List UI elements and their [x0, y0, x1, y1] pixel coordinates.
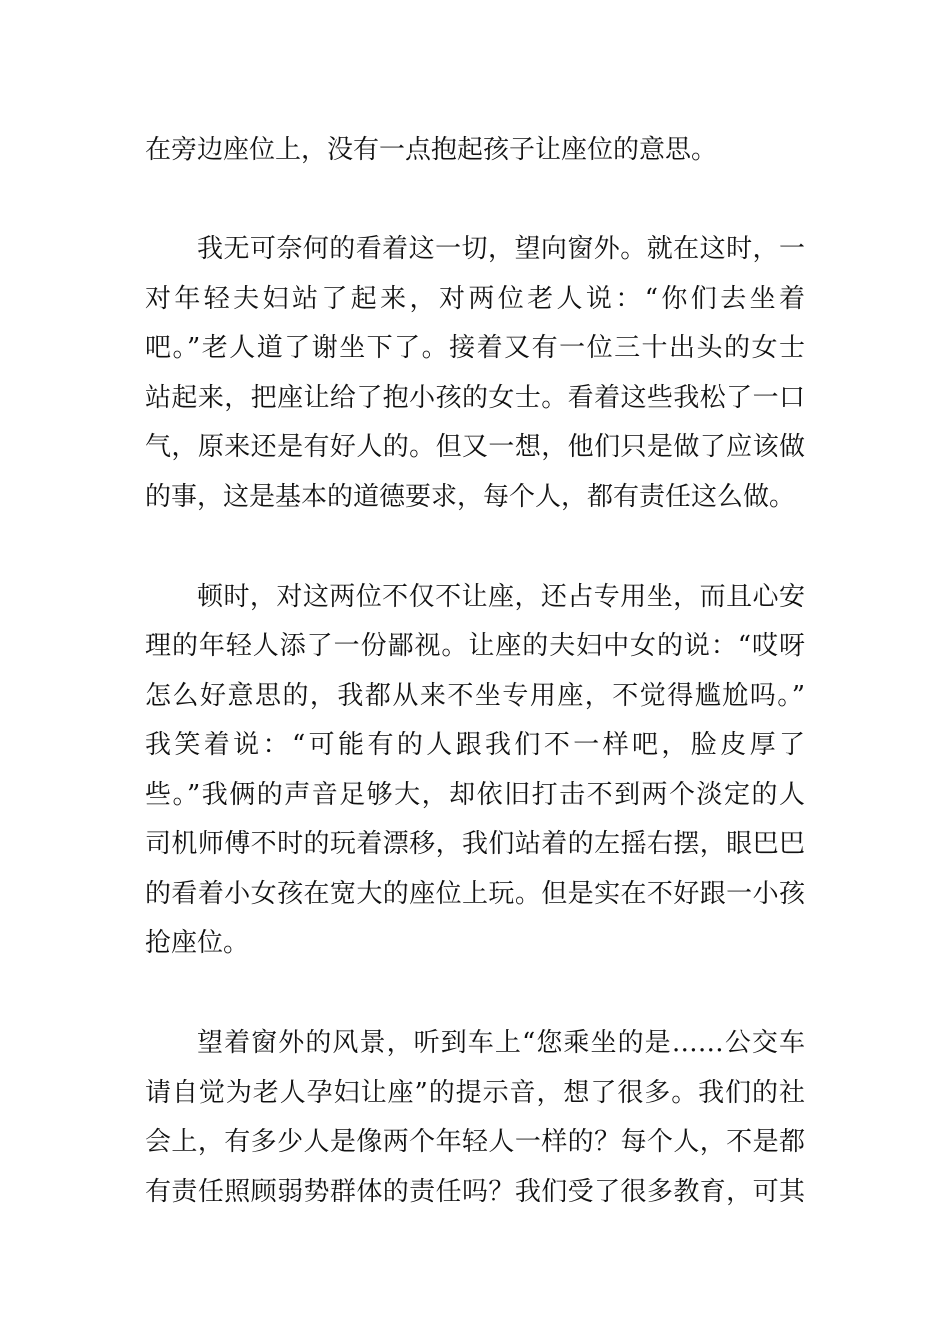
paragraph-2-line-5: 气，原来还是有好人的。但又一想，他们只是做了应该做: [145, 432, 805, 462]
paragraph-3-line-3: 怎么好意思的，我都从来不坐专用座，不觉得尴尬吗。”: [145, 681, 805, 711]
paragraph-3-line-1: 顿时，对这两位不仅不让座，还占专用坐，而且心安: [197, 582, 805, 612]
paragraph-2-line-1: 我无可奈何的看着这一切，望向窗外。就在这时，一: [197, 234, 805, 264]
paragraph-3-line-5: 些。”我俩的声音足够大，却依旧打击不到两个淡定的人: [145, 780, 805, 810]
paragraph-2-line-6: 的事，这是基本的道德要求，每个人，都有责任这么做。: [145, 482, 796, 512]
paragraph-2-line-2: 对年轻夫妇站了起来，对两位老人说：“你们去坐着: [145, 284, 805, 314]
paragraph-3-line-2: 理的年轻人添了一份鄙视。让座的夫妇中女的说：“哎呀: [145, 631, 805, 661]
paragraph-3-line-8: 抢座位。: [145, 928, 250, 958]
paragraph-4-line-1: 望着窗外的风景，听到车上“您乘坐的是……公交车: [197, 1028, 805, 1058]
paragraph-4-line-4: 有责任照顾弱势群体的责任吗？我们受了很多教育，可其: [145, 1177, 805, 1207]
paragraph-1-line-1: 在旁边座位上，没有一点抱起孩子让座位的意思。: [145, 135, 718, 165]
paragraph-3-line-6: 司机师傅不时的玩着漂移，我们站着的左摇右摆，眼巴巴: [145, 829, 805, 859]
paragraph-3-line-7: 的看着小女孩在宽大的座位上玩。但是实在不好跟一小孩: [145, 879, 805, 909]
paragraph-4-line-3: 会上，有多少人是像两个年轻人一样的？每个人，不是都: [145, 1127, 805, 1157]
paragraph-3-line-4: 我笑着说：“可能有的人跟我们不一样吧，脸皮厚了: [145, 730, 805, 760]
paragraph-2-line-3: 吧。”老人道了谢坐下了。接着又有一位三十出头的女士: [145, 333, 805, 363]
paragraph-4-line-2: 请自觉为老人孕妇让座”的提示音，想了很多。我们的社: [145, 1078, 805, 1108]
paragraph-2-line-4: 站起来，把座让给了抱小孩的女士。看着这些我松了一口: [145, 383, 805, 413]
